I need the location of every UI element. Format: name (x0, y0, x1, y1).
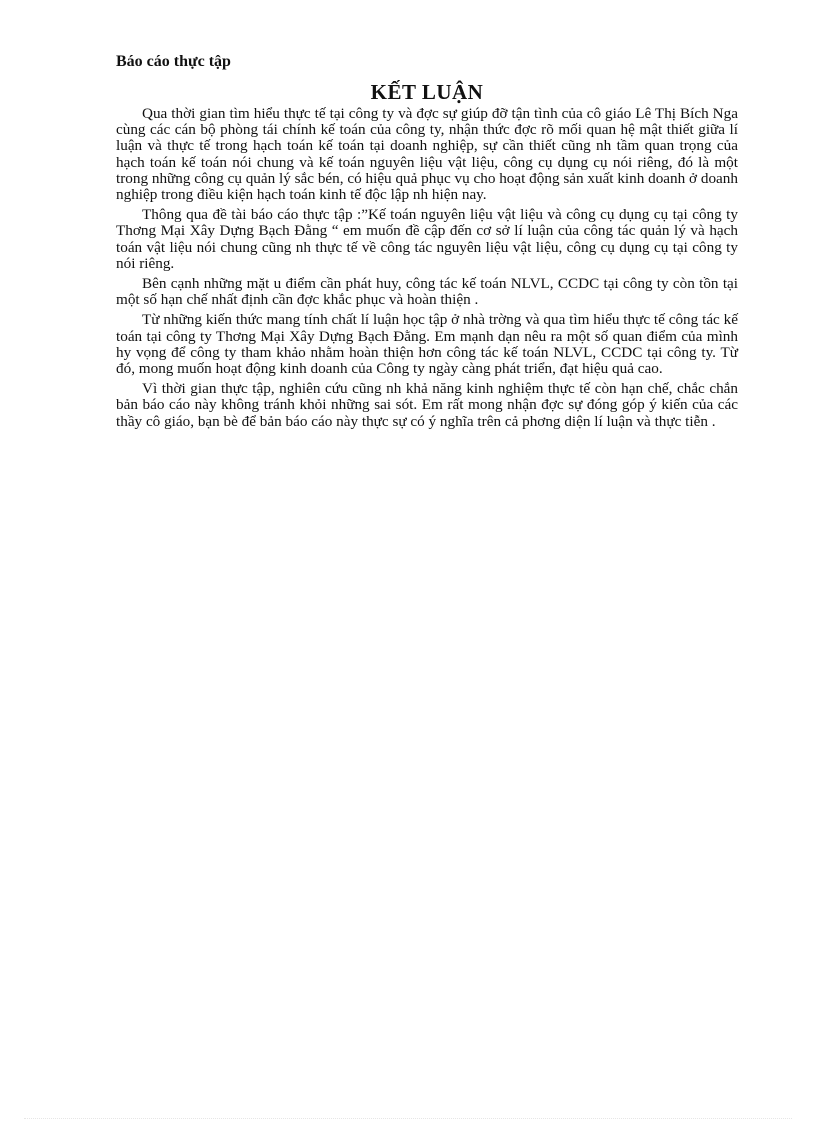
document-page (116, 52, 738, 434)
page-bottom-divider (24, 1118, 792, 1119)
page-title: KẾT LUẬN (370, 80, 484, 104)
paragraph-2: Thông qua đề tài báo cáo thực tập :”Kế toán nguyên liệu vật liệu và công cụ dụng cụ tại công ty Thơng Mại Xây Dựng Bạch Đằng “ em muốn đề cập đến cơ sở lí luận của công tác quản lý và hạch toán vật liệu nói chung cũng nh thực tế về công tác nguyên liệu vật liệu, công cụ dụng cụ tại công ty nói riêng. (116, 206, 738, 272)
paragraph-5: Vì thời gian thực tập, nghiên cứu cũng nh khả năng kinh nghiệm thực tế còn hạn chế, chắc chắn bản báo cáo này không tránh khỏi những sai sót. Em rất mong nhận đợc sự đóng góp ý kiến của các thầy cô giáo, bạn bè để bản báo cáo này thực sự có ý nghĩa trên cả phơng diện lí luận và thực tiễn . (116, 380, 738, 430)
running-header: Báo cáo thực tập (116, 53, 231, 70)
paragraph-1: Qua thời gian tìm hiểu thực tế tại công ty và đợc sự giúp đỡ tận tình của cô giáo Lê Thị Bích Nga cùng các cán bộ phòng tái chính kế toán của công ty, nhận thức đợc rõ mối quan hệ mật thiết giữa lí luận và thực tế trong hạch toán kế toán tại doanh nghiệp, sự cần thiết cũng nh tầm quan trọng của hạch toán kế toán nói chung và kế toán nguyên liệu vật liệu, công cụ dụng cụ nói riêng, đó là một trong những công cụ quản lý sắc bén, có hiệu quả phục vụ cho hoạt động sản xuất kinh doanh ở doanh nghiệp trong điều kiện hạch toán kinh tế độc lập nh hiện nay. (116, 105, 738, 204)
paragraph-4: Từ những kiến thức mang tính chất lí luận học tập ở nhà trờng và qua tìm hiểu thực tế công tác kế toán tại công ty Thơng Mại Xây Dựng Bạch Đằng. Em mạnh dạn nêu ra một số quan điểm của mình hy vọng để công ty tham khảo nhằm hoàn thiện hơn công tác kế toán NLVL, CCDC tại công ty. Từ đó, mong muốn hoạt động kinh doanh của Công ty ngày càng phát triển, đạt hiệu quả cao. (116, 311, 738, 378)
paragraph-3: Bên cạnh những mặt u điểm cần phát huy, công tác kế toán NLVL, CCDC tại công ty còn tồn tại một số hạn chế nhất định cần đợc khắc phục và hoàn thiện . (116, 275, 738, 309)
